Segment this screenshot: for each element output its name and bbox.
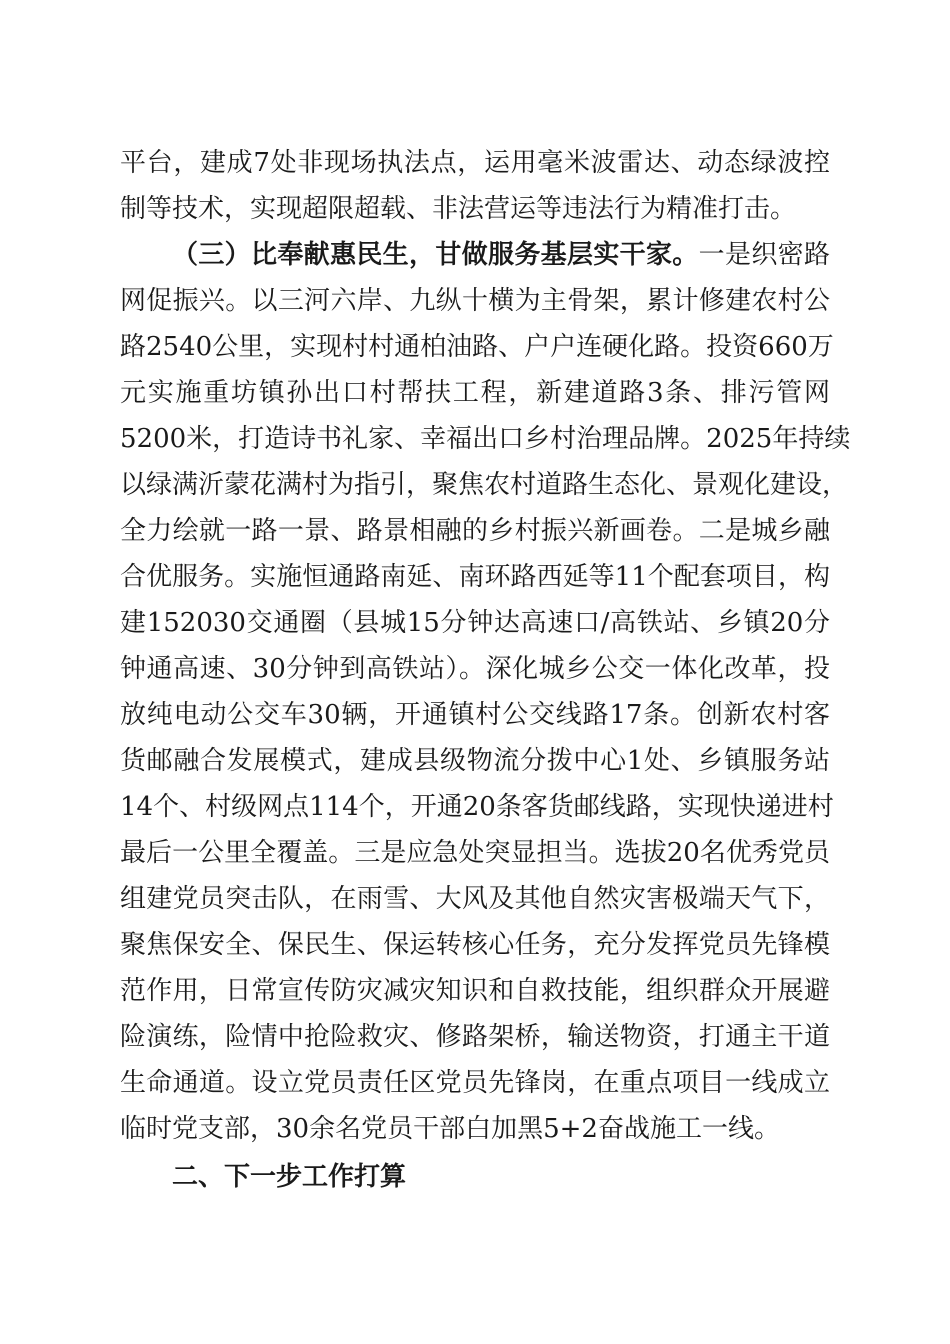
paragraph-line: 路2540公里，实现村村通柏油路、户户连硬化路。投资660万 <box>120 332 834 362</box>
section-heading: 二、下一步工作打算 <box>172 1162 407 1192</box>
paragraph-line: 元实施重坊镇孙出口村帮扶工程，新建道路3条、排污管网 <box>120 378 830 408</box>
paragraph-line: 全力绘就一路一景、路景相融的乡村振兴新画卷。二是城乡融 <box>120 516 830 546</box>
paragraph-line: 网促振兴。以三河六岸、九纵十横为主骨架，累计修建农村公 <box>120 286 830 316</box>
paragraph-line: 生命通道。设立党员责任区党员先锋岗，在重点项目一线成立 <box>120 1068 830 1098</box>
paragraph-line: 合优服务。实施恒通路南延、南环路西延等11个配套项目，构 <box>120 562 830 592</box>
paragraph-line: 14个、村级网点114个，开通20条客货邮线路，实现快递进村 <box>120 792 834 822</box>
paragraph-line: 放纯电动公交车30辆，开通镇村公交线路17条。创新农村客 <box>120 700 830 730</box>
paragraph-line: 险演练，险情中抢险救灾、修路架桥，输送物资，打通主干道 <box>120 1022 830 1052</box>
paragraph-line: 货邮融合发展模式，建成县级物流分拨中心1处、乡镇服务站 <box>120 746 830 776</box>
paragraph-line: 建152030交通圈（县城15分钟达高速口/高铁站、乡镇20分 <box>120 608 830 638</box>
section-three-heading: （三）比奉献惠民生，甘做服务基层实干家。 <box>172 240 699 270</box>
paragraph-line: 制等技术，实现超限超载、非法营运等违法行为精准打击。 <box>120 194 797 224</box>
paragraph-line: 临时党支部，30余名党员干部白加黑5+2奋战施工一线。 <box>120 1114 780 1144</box>
paragraph-line: 5200米，打造诗书礼家、幸福出口乡村治理品牌。2025年持续 <box>120 424 851 454</box>
paragraph-line: 平台，建成7处非现场执法点，运用毫米波雷达、动态绿波控 <box>120 148 830 178</box>
paragraph-line: 范作用，日常宣传防灾减灾知识和自救技能，组织群众开展避 <box>120 976 830 1006</box>
paragraph-line: 最后一公里全覆盖。三是应急处突显担当。选拔20名优秀党员 <box>120 838 830 868</box>
paragraph-line: 钟通高速、30分钟到高铁站）。深化城乡公交一体化改革，投 <box>120 654 830 684</box>
paragraph-line: 组建党员突击队，在雨雪、大风及其他自然灾害极端天气下， <box>120 884 830 914</box>
paragraph-line: 聚焦保安全、保民生、保运转核心任务，充分发挥党员先锋模 <box>120 930 830 960</box>
section-three-lead: 一是织密路 <box>698 240 830 270</box>
paragraph-line: 以绿满沂蒙花满村为指引，聚焦农村道路生态化、景观化建设， <box>120 470 849 500</box>
section-three-first-line <box>172 238 830 272</box>
